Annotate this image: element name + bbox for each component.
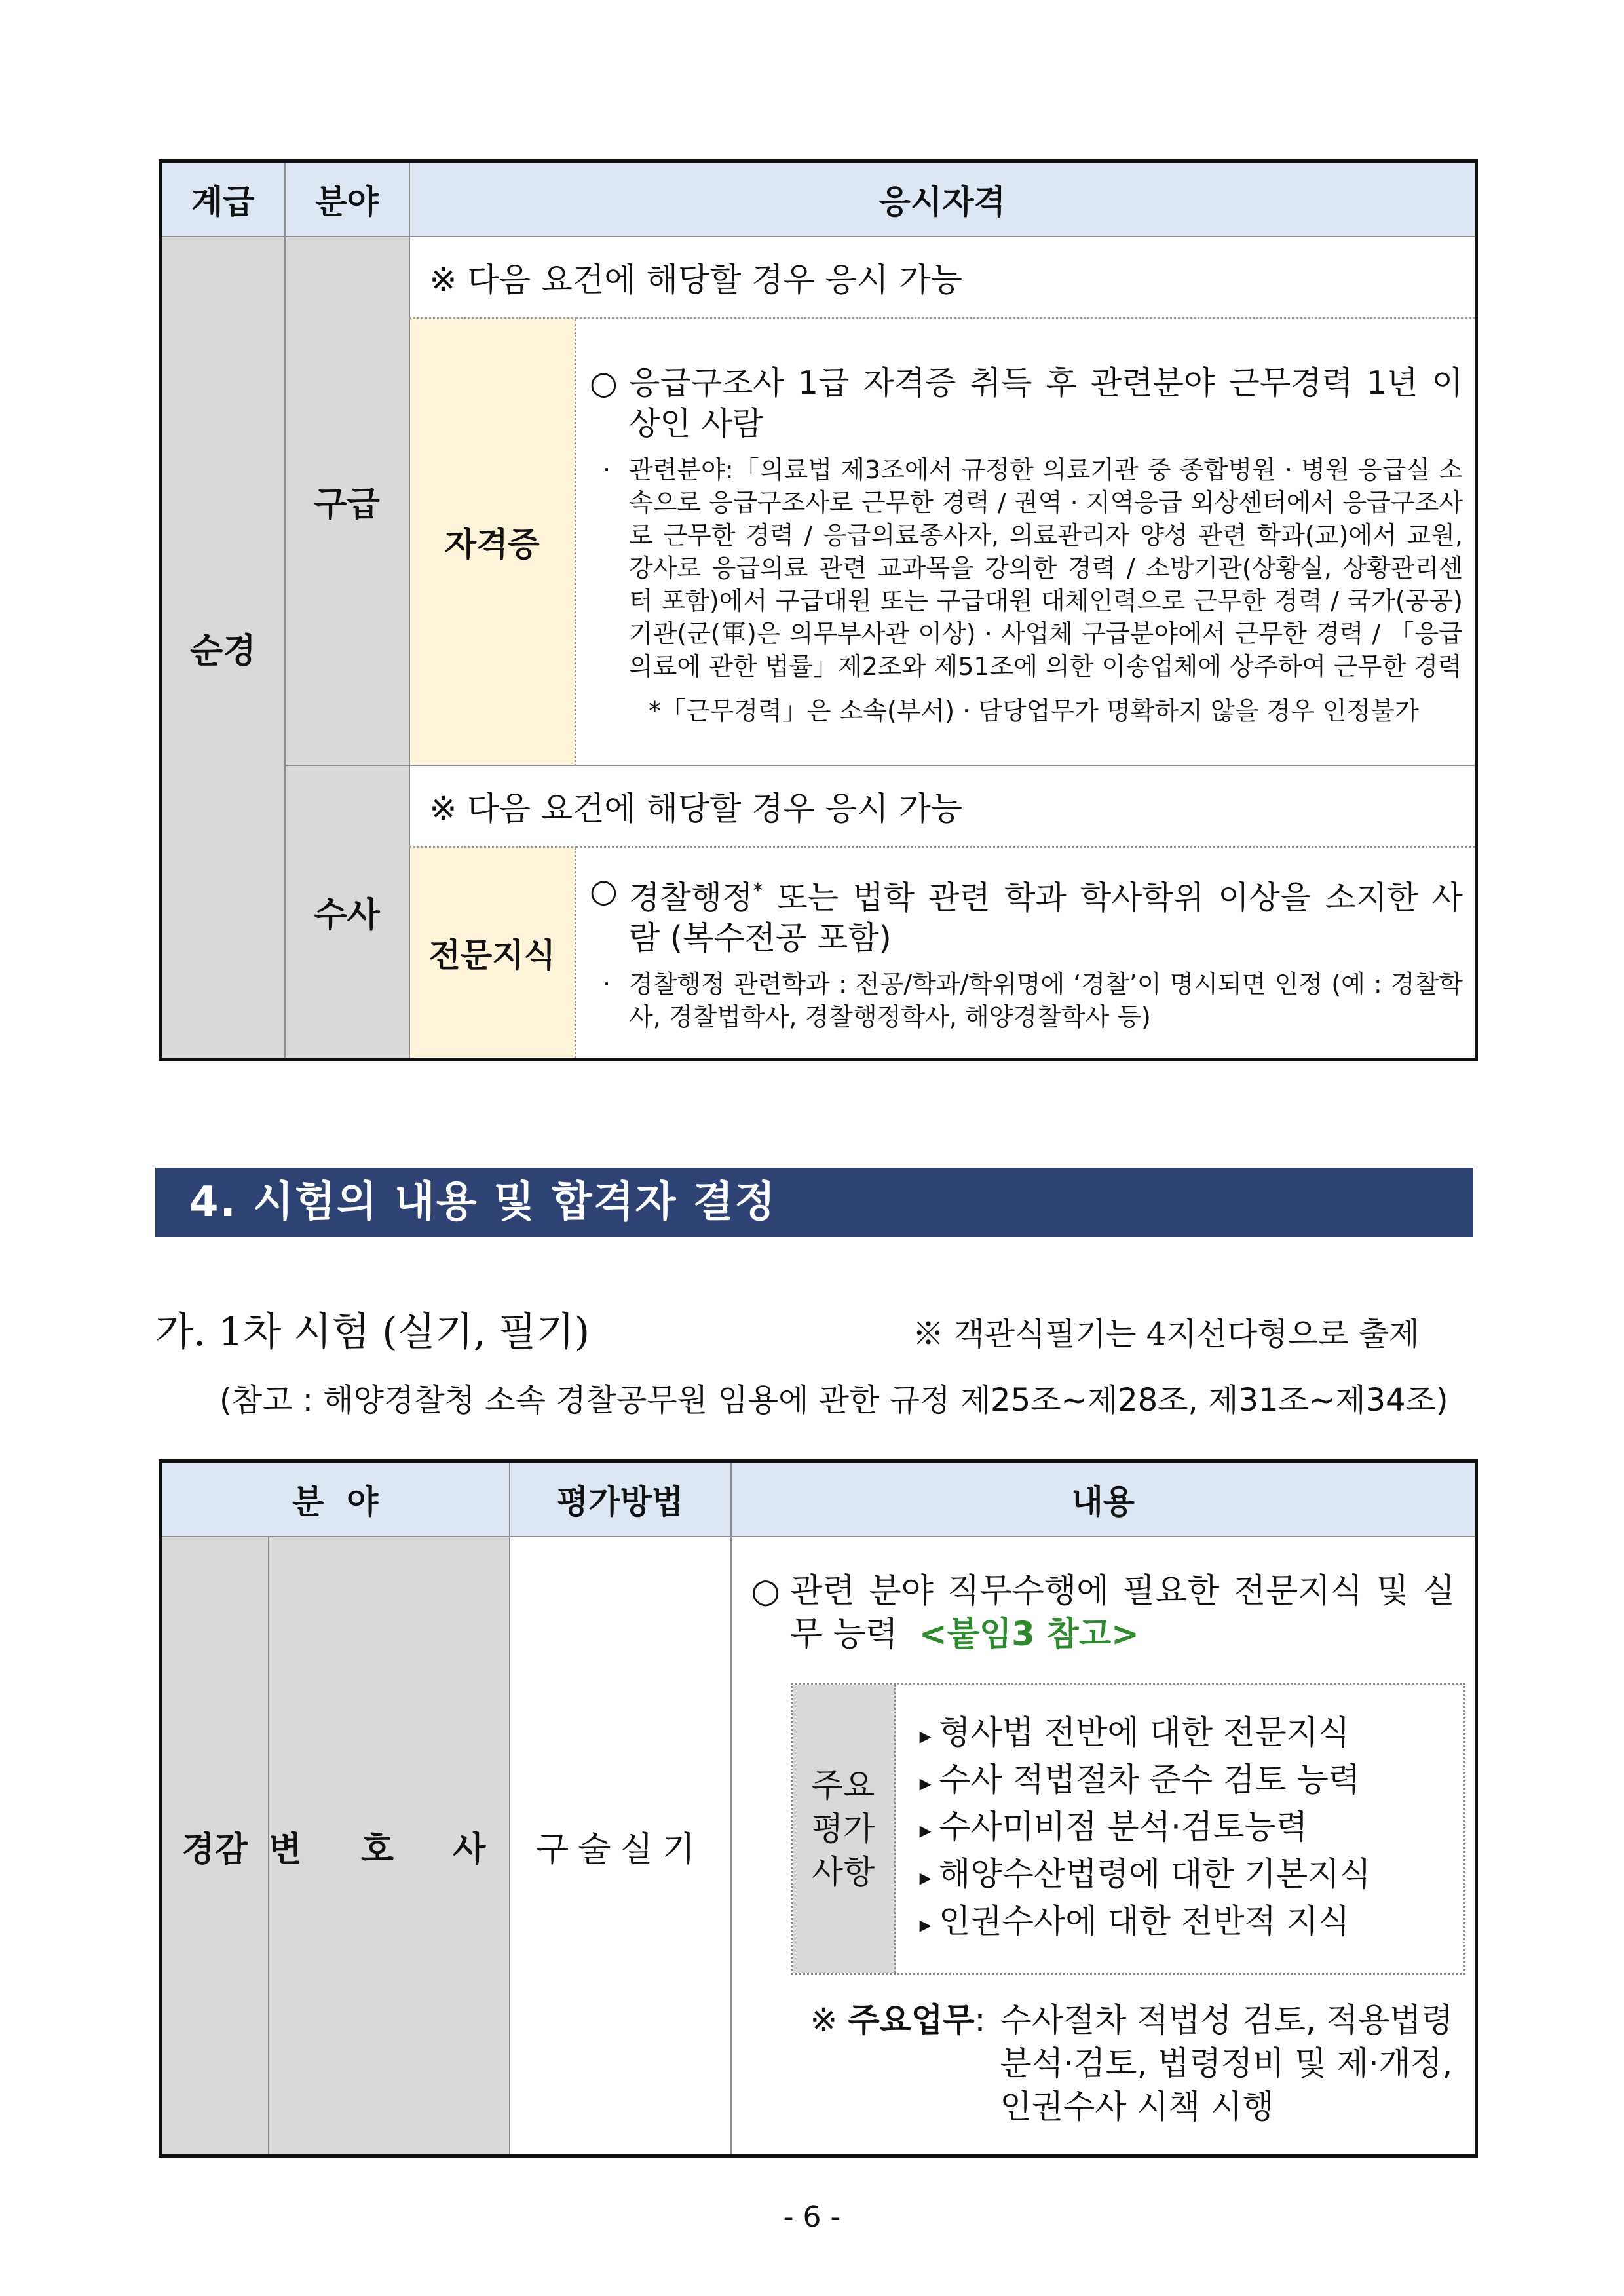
subsection-note: ※ 객관식필기는 4지선다형으로 출제 bbox=[913, 1316, 1420, 1352]
bullet-item bbox=[751, 1570, 1455, 1656]
list-item: ▸ 형사법 전반에 대한 전문지식 bbox=[920, 1711, 1371, 1758]
header-qualification: 응시자격 bbox=[409, 161, 1477, 237]
bullet-mark: ○ bbox=[590, 364, 618, 402]
sub-text: 경찰행정 관련학과 : 전공/학과/학위명에 ‘경찰’이 명시되면 인정 (예 : 경찰학사, 경찰법학사, 경찰행정학사, 해양경찰학사 등) bbox=[629, 970, 1463, 1032]
bullet-text: 응급구조사 1급 자격증 취득 후 관련분야 근무경력 1년 이상인 사람 bbox=[629, 364, 1463, 442]
requirement-note: ※ 다음 요건에 해당할 경우 응시 가능 bbox=[409, 765, 1477, 847]
sub-text: 관련분야:「의료법 제3조에서 규정한 의료기관 중 종합병원 · 병원 응급실 소속으로 응급구조사로 근무한 경력 / 권역 · 지역응급 외상센터에서 응급구조사로 근무한 경력 / 응급의료종사자, 의료관리자 양성 관련 학과(교)에서 교원, 강사로 응급의료 관련 교과목을 강의한 경력 / 소방기관(상황실, 상황관리센터 포함)에서 구급대원 또는 구급대원 대체인력으로 근무한 경력 / 국가(공공)기관(군(軍)은 의무부사관 이상) · 사업체 구급분야에서 근무한 경력 / 「응급의료에 관한 법률」제2조와 제51조에 의한 이송업체에 상주하여 근무한 경력 bbox=[629, 455, 1463, 681]
sub-mark: · bbox=[603, 455, 611, 484]
exam-table bbox=[159, 1459, 1478, 2158]
duty-label: 주요업무 bbox=[848, 2001, 975, 2039]
section-title: 4. 시험의 내용 및 합격자 결정 bbox=[155, 1168, 1473, 1237]
header-field: 분야 bbox=[285, 161, 409, 237]
bullet-mark: ○ bbox=[751, 1572, 781, 1611]
evaluation-label: 주요 평가 사항 bbox=[793, 1685, 896, 1973]
subsection-title: 가. 1차 시험 (실기, 필기) bbox=[155, 1309, 590, 1355]
list-item: ▸ 해양수산법령에 대한 기본지식 bbox=[920, 1852, 1371, 1900]
evaluation-box bbox=[791, 1683, 1465, 1975]
header-field: 분 야 bbox=[161, 1461, 510, 1537]
list-item: ▸ 인권수사에 대한 전반적 지식 bbox=[920, 1900, 1371, 1947]
footnote: *「근무경력」은 소속(부서) · 담당업무가 명확하지 않을 경우 인정불가 bbox=[649, 697, 1419, 725]
category-cell-expertise: 전문지식 bbox=[409, 847, 576, 1060]
category-cell-license: 자격증 bbox=[409, 318, 576, 766]
list-item: ▸ 수사 적법절차 준수 검토 능력 bbox=[920, 1758, 1371, 1805]
bullet-text: 경찰행정 bbox=[629, 879, 753, 917]
rank-cell: 순경 bbox=[161, 237, 285, 1060]
header-method: 평가방법 bbox=[510, 1461, 731, 1537]
main-duty: ※ 주요업무: 수사절차 적법성 검토, 적용법령 분석·검토, 법령정비 및 제·개정, 인권수사 시책 시행 bbox=[810, 1999, 1455, 2128]
header-rank: 계급 bbox=[161, 161, 285, 237]
header-content: 내용 bbox=[731, 1461, 1477, 1537]
requirement-note: ※ 다음 요건에 해당할 경우 응시 가능 bbox=[409, 237, 1477, 318]
list-item: ▸ 수사미비점 분석·검토능력 bbox=[920, 1805, 1371, 1852]
rank-cell: 경감 bbox=[161, 1537, 269, 2156]
bullet-mark: ○ bbox=[590, 871, 618, 909]
evaluation-list bbox=[896, 1685, 1384, 1973]
sub-mark: · bbox=[603, 970, 611, 999]
field-cell-emergency: 구급 bbox=[285, 237, 409, 765]
exam-content bbox=[731, 1537, 1477, 2156]
duty-text: 수사절차 적법성 검토, 적용법령 분석·검토, 법령정비 및 제·개정, 인권수사 시책 시행 bbox=[1000, 2001, 1453, 2126]
bullet-item bbox=[590, 871, 1463, 959]
field-cell-investigation: 수사 bbox=[285, 765, 409, 1060]
footnote-mark: * bbox=[753, 879, 763, 902]
bullet-text: 또는 법학 관련 학과 학사학위 이상을 소지한 사람 (복수전공 포함) bbox=[629, 879, 1463, 957]
page-number: - 6 - bbox=[783, 2200, 841, 2234]
duty-mark: ※ bbox=[810, 2001, 838, 2039]
bullet-item bbox=[590, 363, 1463, 444]
sub-item bbox=[590, 968, 1463, 1033]
qualification-content bbox=[576, 318, 1477, 766]
sub-item bbox=[590, 453, 1463, 683]
method-cell: 구술실기 bbox=[510, 1537, 731, 2156]
field-cell-lawyer: 변 호 사 bbox=[269, 1537, 510, 2156]
attachment-reference: <붙임3 참고> bbox=[918, 1615, 1139, 1654]
qualification-content bbox=[576, 847, 1477, 1060]
bullet-text: 관련 분야 직무수행에 필요한 전문지식 및 실무 능력 bbox=[790, 1572, 1455, 1654]
reference-note: (참고 : 해양경찰청 소속 경찰공무원 임용에 관한 규정 제25조~제28조, 제31조~제34조) bbox=[219, 1382, 1448, 1419]
qualification-table bbox=[159, 159, 1478, 1061]
